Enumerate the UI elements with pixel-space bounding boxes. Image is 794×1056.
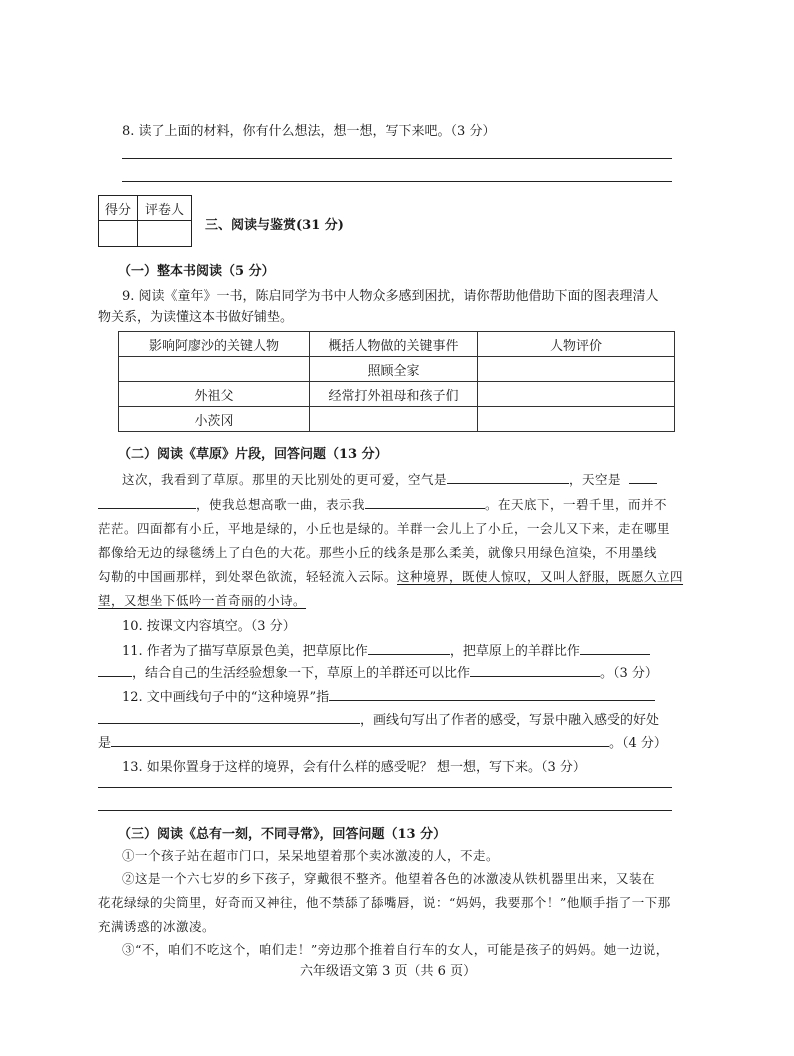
answer-line[interactable] <box>98 787 672 788</box>
table-header: 影响阿廖沙的关键人物 <box>119 332 310 357</box>
passage-line: 充满诱惑的冰激凌。 <box>98 919 216 934</box>
question-9-line2: 物关系，为读懂这本书做好铺垫。 <box>98 310 294 325</box>
passage-line: 都像给无边的绿毯绣上了白色的大花。那些小丘的线条是那么柔美，就像只用绿色渲染，不用墨线 <box>98 545 658 560</box>
passage-line: 茫茫。四面都有小丘，平地是绿的，小丘也是绿的。羊群一会儿上了小丘，一会儿又下来，走在哪里 <box>98 521 671 536</box>
question-13: 13. 如果你置身于这样的境界，会有什么样的感受呢？ 想一想，写下来。（3 分） <box>122 760 586 775</box>
table-row <box>119 407 675 432</box>
answer-line[interactable] <box>122 158 672 159</box>
section-3-title: 三、阅读与鉴赏(31 分) <box>205 218 344 233</box>
passage-line: ②这是一个六七岁的乡下孩子，穿戴很不整齐。他望着各色的冰激凌从铁机器里出来，又装在 <box>122 871 656 886</box>
fill-blank[interactable] <box>329 687 655 701</box>
table-cell[interactable] <box>119 357 310 382</box>
underlined-sentence: 这种境界，既使人惊叹，又叫人舒服，既愿久立四 <box>397 569 684 584</box>
fill-blank[interactable] <box>111 733 609 747</box>
table-cell: 外祖父 <box>119 382 310 407</box>
table-cell[interactable] <box>478 382 675 407</box>
answer-line[interactable] <box>122 181 672 182</box>
character-table <box>118 331 675 432</box>
passage-line <box>98 591 306 609</box>
fill-blank[interactable] <box>368 641 450 655</box>
fill-blank[interactable] <box>98 663 132 677</box>
fill-blank[interactable] <box>580 641 650 655</box>
table-cell: 照顾全家 <box>310 357 478 382</box>
fill-blank[interactable] <box>98 710 360 724</box>
grader-cell[interactable] <box>138 221 192 247</box>
table-row <box>119 357 675 382</box>
fill-blank[interactable] <box>98 495 196 509</box>
answer-line[interactable] <box>98 810 672 811</box>
table-cell: 经常打外祖母和孩子们 <box>310 382 478 407</box>
fill-blank[interactable] <box>629 470 657 484</box>
table-header: 概括人物做的关键事件 <box>310 332 478 357</box>
part-1-heading: （一）整本书阅读（5 分） <box>118 264 275 279</box>
passage-line: ①一个孩子站在超市门口，呆呆地望着那个卖冰激凌的人，不走。 <box>122 848 500 863</box>
table-cell[interactable] <box>478 407 675 432</box>
question-12-line1: 12. 文中画线句子中的“这种境界”指 <box>122 686 655 705</box>
question-8: 8. 读了上面的材料，你有什么想法，想一想，写下来吧。（3 分） <box>122 124 496 139</box>
question-12-line2: ，画线句写出了作者的感受，写景中融入感受的好处 <box>98 709 659 728</box>
score-box <box>98 195 192 247</box>
question-11-line2: ，结合自己的生活经验想象一下，草原上的羊群还可以比作 。（3 分） <box>98 662 658 681</box>
question-11-line1: 11. 作者为了描写草原景色美，把草原比作 ，把草原上的羊群比作 <box>122 640 650 659</box>
page-footer: 六年级语文第 3 页（共 6 页） <box>300 964 477 979</box>
passage-line: ③“不，咱们不吃这个，咱们走！”旁边那个推着自行车的女人，可能是孩子的妈妈。她一边说， <box>122 942 669 957</box>
table-cell[interactable] <box>310 407 478 432</box>
part-3-heading: （三）阅读《总有一刻，不同寻常》，回答问题（13 分） <box>118 827 447 842</box>
underlined-sentence: 望，又想坐下低吟一首奇丽的小诗。 <box>98 593 307 608</box>
table-header: 人物评价 <box>478 332 675 357</box>
question-9-line1: 9. 阅读《童年》一书，陈启同学为书中人物众多感到困扰，请你帮助他借助下面的图表理清人 <box>122 289 659 304</box>
question-12-line3: 是 。（4 分） <box>98 732 667 751</box>
table-row <box>119 382 675 407</box>
question-10: 10. 按课文内容填空。（3 分） <box>122 619 296 634</box>
fill-blank[interactable] <box>470 663 600 677</box>
passage-line: 花花绿绿的尖筒里，好奇而又神往，他不禁舔了舔嘴唇，说：“妈妈，我要那个！”他顺手指了一下那 <box>98 895 671 910</box>
grader-label: 评卷人 <box>138 196 192 221</box>
fill-blank[interactable] <box>365 495 485 509</box>
table-cell[interactable] <box>478 357 675 382</box>
fill-blank[interactable] <box>447 470 569 484</box>
passage-line: ，使我总想高歌一曲，表示我 。在天底下，一碧千里，而并不 <box>98 495 667 513</box>
score-cell[interactable] <box>99 221 138 247</box>
table-cell: 小茨冈 <box>119 407 310 432</box>
passage-line: 勾勒的中国画那样，到处翠色欲流，轻轻流入云际。这种境界，既使人惊叹，又叫人舒服，既愿久立四 <box>98 569 684 584</box>
score-label: 得分 <box>99 196 138 221</box>
part-2-heading: （二）阅读《草原》片段，回答问题（13 分） <box>118 447 388 462</box>
passage-line: 这次，我看到了草原。那里的天比别处的更可爱，空气是 ，天空是 <box>122 470 657 488</box>
